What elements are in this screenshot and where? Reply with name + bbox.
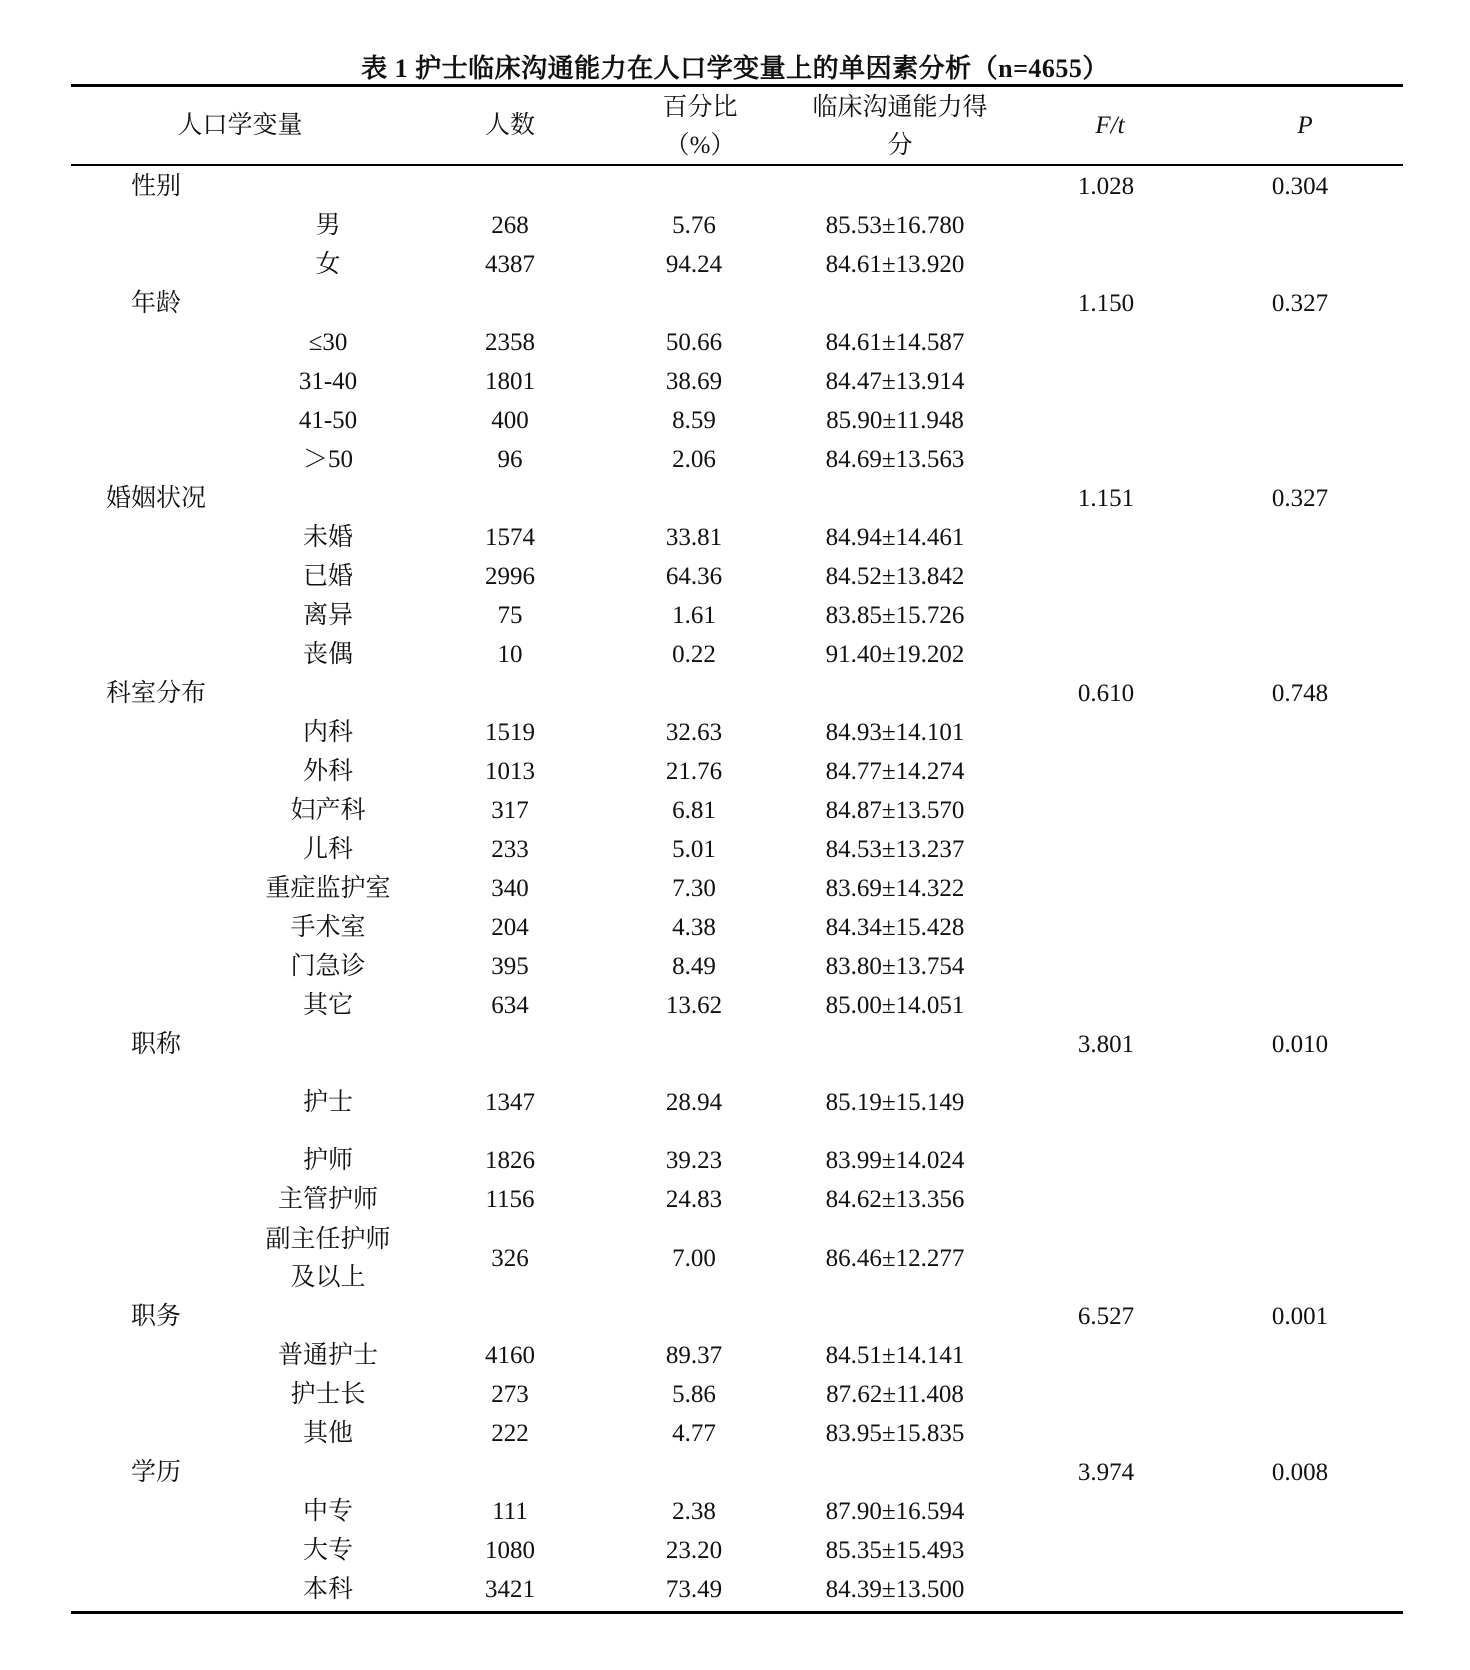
row-percent: 5.86 [672,1381,716,1408]
row-score: 84.87±13.570 [825,797,965,824]
header-percent-line2: （%） [664,132,736,159]
row-score: 84.52±13.842 [825,563,965,590]
row-count: 1080 [485,1537,535,1564]
row-score: 91.40±19.202 [825,641,965,668]
row-score: 83.69±14.322 [825,875,965,902]
row-percent: 33.81 [665,524,723,551]
row-score: 83.99±14.024 [825,1147,965,1174]
row-label: 儿科 [302,836,354,863]
row-percent: 38.69 [665,368,723,395]
group-label: 性别 [130,173,182,200]
table-caption: 表 1 护士临床沟通能力在人口学变量上的单因素分析（n=4655） [361,54,1109,83]
header-p: P [1297,112,1313,139]
row-label: 普通护士 [277,1342,379,1369]
row-score: 84.93±14.101 [825,719,965,746]
row-percent: 2.06 [672,446,716,473]
row-count: 1013 [485,758,535,785]
group-p-value: 0.304 [1271,173,1329,200]
row-percent: 64.36 [665,563,723,590]
row-count: 1156 [485,1186,535,1213]
row-label: 其他 [302,1420,354,1447]
table-bottom-rule [71,1611,1403,1614]
row-label: 男 [315,212,341,239]
row-score: 87.90±16.594 [825,1498,965,1525]
row-label: 丧偶 [302,641,354,668]
group-p-value: 0.001 [1271,1303,1329,1330]
row-count: 268 [491,212,529,239]
row-score: 85.53±16.780 [825,212,965,239]
row-label: 中专 [302,1498,354,1525]
row-count: 204 [491,914,529,941]
row-score: 85.90±11.948 [826,407,964,434]
row-count: 96 [497,446,523,473]
row-count: 395 [491,953,529,980]
row-percent: 1.61 [672,602,716,629]
row-percent: 89.37 [665,1342,723,1369]
row-score: 84.77±14.274 [825,758,965,785]
row-percent: 94.24 [665,251,723,278]
row-label: 大专 [302,1537,354,1564]
table-header-rule [71,164,1403,166]
row-label: 内科 [302,719,354,746]
row-score: 84.61±14.587 [825,329,965,356]
row-label: 重症监护室 [265,875,391,902]
row-label: 41-50 [298,407,358,434]
group-f-value: 1.150 [1077,290,1135,317]
row-label: 离异 [302,602,354,629]
header-score-line2: 分 [887,132,913,159]
row-count: 3421 [485,1576,535,1603]
row-count: 317 [491,797,529,824]
group-p-value: 0.748 [1271,680,1329,707]
row-count: 326 [491,1245,529,1272]
header-percent-line1: 百分比 [662,94,738,121]
row-score: 84.39±13.500 [825,1576,965,1603]
row-score: 84.69±13.563 [825,446,965,473]
row-label: 其它 [302,992,354,1019]
row-percent: 8.49 [672,953,716,980]
header-count: 人数 [484,112,535,139]
row-score: 84.62±13.356 [825,1186,965,1213]
row-percent: 5.76 [672,212,716,239]
row-count: 400 [491,407,529,434]
row-label: 主管护师 [277,1186,379,1213]
group-label: 科室分布 [105,680,207,707]
row-percent: 2.38 [672,1498,716,1525]
table-top-rule [71,84,1403,87]
row-percent: 21.76 [665,758,723,785]
group-label: 年龄 [130,290,182,317]
row-score: 84.53±13.237 [825,836,965,863]
group-f-value: 1.151 [1077,485,1135,512]
header-score-line1: 临床沟通能力得 [812,94,988,121]
row-count: 1347 [485,1089,535,1116]
row-label-line2: 及以上 [290,1264,366,1291]
row-label: 本科 [302,1576,354,1603]
row-label: 护士长 [290,1381,366,1408]
row-percent: 0.22 [672,641,716,668]
row-percent: 32.63 [665,719,723,746]
group-f-value: 3.801 [1077,1031,1135,1058]
row-count: 2358 [485,329,535,356]
row-label: 31-40 [298,368,358,395]
row-count: 1826 [485,1147,535,1174]
row-score: 83.80±13.754 [825,953,965,980]
row-label: 护士 [302,1089,354,1116]
row-score: 84.34±15.428 [825,914,965,941]
group-p-value: 0.327 [1271,485,1329,512]
row-count: 4387 [485,251,535,278]
row-percent: 39.23 [665,1147,723,1174]
row-count: 634 [491,992,529,1019]
row-score: 84.94±14.461 [825,524,965,551]
row-percent: 7.30 [672,875,716,902]
group-p-value: 0.008 [1271,1459,1329,1486]
row-percent: 23.20 [665,1537,723,1564]
row-count: 233 [491,836,529,863]
row-score: 84.61±13.920 [825,251,965,278]
group-p-value: 0.327 [1271,290,1329,317]
row-count: 1519 [485,719,535,746]
row-label: 未婚 [302,524,354,551]
row-count: 4160 [485,1342,535,1369]
group-label: 职务 [130,1303,182,1330]
row-label: 护师 [302,1147,354,1174]
row-percent: 50.66 [665,329,723,356]
row-count: 2996 [485,563,535,590]
row-percent: 73.49 [665,1576,723,1603]
row-label: 已婚 [302,563,354,590]
row-count: 222 [491,1420,529,1447]
row-count: 340 [491,875,529,902]
row-percent: 4.77 [672,1420,716,1447]
row-score: 84.47±13.914 [825,368,965,395]
group-f-value: 6.527 [1077,1303,1135,1330]
header-f-t: F/t [1095,112,1125,139]
group-f-value: 0.610 [1077,680,1135,707]
group-f-value: 3.974 [1077,1459,1135,1486]
row-label-line1: 副主任护师 [265,1226,391,1253]
row-percent: 5.01 [672,836,716,863]
row-score: 83.95±15.835 [825,1420,965,1447]
row-percent: 7.00 [672,1245,716,1272]
row-percent: 6.81 [672,797,716,824]
group-label: 学历 [130,1459,182,1486]
row-label: 妇产科 [290,797,366,824]
row-count: 10 [497,641,523,668]
row-score: 85.19±15.149 [825,1089,965,1116]
row-count: 1574 [485,524,535,551]
row-label: 外科 [302,758,354,785]
row-percent: 4.38 [672,914,716,941]
row-percent: 13.62 [665,992,723,1019]
row-count: 1801 [485,368,535,395]
row-score: 83.85±15.726 [825,602,965,629]
row-percent: 24.83 [665,1186,723,1213]
row-score: 86.46±12.277 [825,1245,965,1272]
row-score: 87.62±11.408 [826,1381,964,1408]
row-label: ≤30 [308,329,348,356]
header-variable: 人口学变量 [177,112,303,139]
row-count: 273 [491,1381,529,1408]
group-label: 婚姻状况 [105,485,207,512]
row-score: 85.00±14.051 [825,992,965,1019]
row-label: 门急诊 [290,953,366,980]
row-count: 111 [492,1498,528,1525]
row-label: 女 [315,251,341,278]
row-percent: 8.59 [672,407,716,434]
row-percent: 28.94 [665,1089,723,1116]
group-label: 职称 [130,1031,182,1058]
group-p-value: 0.010 [1271,1031,1329,1058]
group-f-value: 1.028 [1077,173,1135,200]
row-label: 手术室 [290,914,366,941]
row-count: 75 [497,602,523,629]
row-score: 84.51±14.141 [825,1342,965,1369]
row-label: ＞50 [302,446,354,473]
row-score: 85.35±15.493 [825,1537,965,1564]
